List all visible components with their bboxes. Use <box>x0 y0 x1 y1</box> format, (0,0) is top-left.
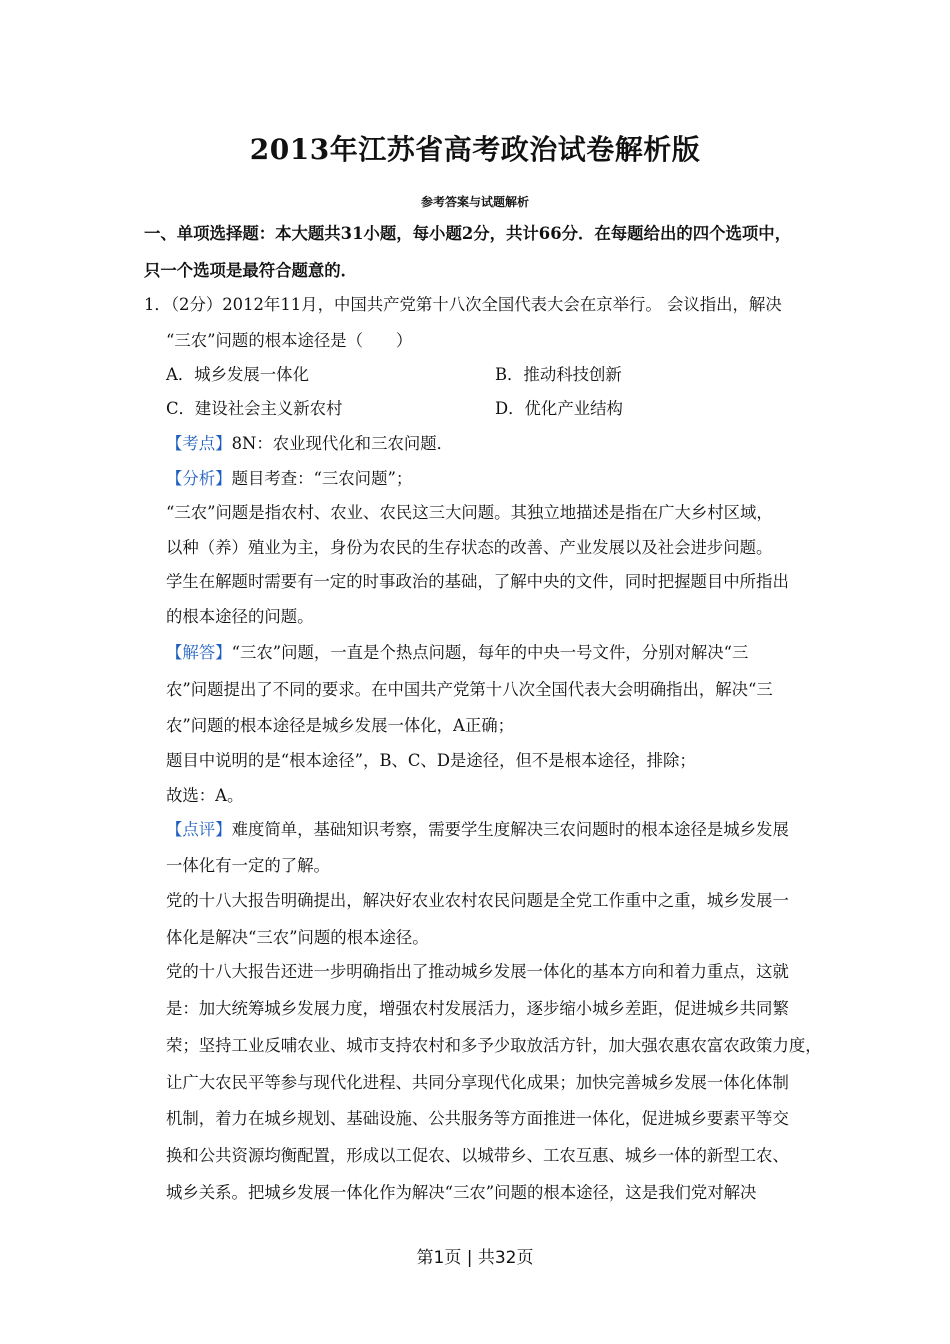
jieda-tag: 【解答】 <box>166 643 232 662</box>
jieda-paragraph-line: 农”问题提出了不同的要求。在中国共产党第十八次全国代表大会明确指出，解决“三 <box>166 680 773 699</box>
dianping-paragraph-line: 让广大农民平等参与现代化进程、共同分享现代化成果；加快完善城乡发展一体化体制 <box>166 1073 789 1092</box>
question-stem: 1．（2分）2012年11月，中国共产党第十八次全国代表大会在京举行。 会议指出，解决 <box>144 295 782 314</box>
page-footer: 第1页 | 共32页 <box>416 1248 534 1268</box>
kaodian-tag: 【考点】 <box>166 434 232 453</box>
fenxi-paragraph-line: 的根本途径的问题。 <box>166 607 314 626</box>
section-heading: 一、单项选择题：本大题共31小题，每小题2分，共计66分．在每题给出的四个选项中， <box>144 224 792 243</box>
jieda-paragraph-line: 农”问题的根本途径是城乡发展一体化，A正确； <box>166 716 515 735</box>
page-subtitle: 参考答案与试题解析 <box>420 195 529 209</box>
option-b: B．推动科技创新 <box>495 365 622 384</box>
fenxi-tag: 【分析】 <box>166 469 232 488</box>
dianping-paragraph-line: 一体化有一定的了解。 <box>166 856 330 875</box>
section-heading-cont: 只一个选项是最符合题意的． <box>144 261 358 280</box>
fenxi-paragraph-line: 以种（养）殖业为主，身份为农民的生存状态的改善、产业发展以及社会进步问题。 <box>166 538 773 557</box>
dianping-text: 难度简单，基础知识考察，需要学生度解决三农问题时的根本途径是城乡发展 <box>231 820 789 839</box>
fenxi-paragraph-line: 学生在解题时需要有一定的时事政治的基础，了解中央的文件，同时把握题目中所指出 <box>166 572 789 591</box>
dianping-paragraph-line: 机制，着力在城乡规划、基础设施、公共服务等方面推进一体化，促进城乡要素平等交 <box>166 1109 789 1128</box>
option-c: C．建设社会主义新农村 <box>166 399 343 418</box>
dianping-line <box>166 820 789 840</box>
jieda-text: “三农”问题，一直是个热点问题，每年的中央一号文件，分别对解决“三 <box>231 643 749 662</box>
fenxi-line <box>166 469 412 489</box>
dianping-paragraph-line: 是：加大统筹城乡发展力度，增强农村发展活力，逐步缩小城乡差距，促进城乡共同繁 <box>166 999 789 1018</box>
fenxi-text: 题目考查：“三农问题”； <box>231 469 413 488</box>
dianping-paragraph-line: 城乡关系。把城乡发展一体化作为解决“三农”问题的根本途径，这是我们党对解决 <box>166 1183 757 1202</box>
jieda-paragraph-line: 题目中说明的是“根本途径”，B、C、D是途径，但不是根本途径，排除； <box>166 751 696 770</box>
option-a: A．城乡发展一体化 <box>166 365 309 384</box>
dianping-paragraph-line: 荣；坚持工业反哺农业、城市支持农村和多予少取放活方针，加大强农惠农富农政策力度， <box>166 1036 822 1055</box>
dianping-paragraph-line: 党的十八大报告还进一步明确指出了推动城乡发展一体化的基本方向和着力重点，这就 <box>166 962 789 981</box>
page-title: 2013年江苏省高考政治试卷解析版 <box>249 133 701 166</box>
kaodian-line <box>166 434 453 454</box>
kaodian-text: 8N：农业现代化和三农问题． <box>231 434 454 453</box>
dianping-tag: 【点评】 <box>166 820 232 839</box>
option-d: D．优化产业结构 <box>495 399 623 418</box>
fenxi-paragraph-line: “三农”问题是指农村、农业、农民这三大问题。其独立地描述是指在广大乡村区域， <box>166 503 773 522</box>
question-stem-cont: “三农”问题的根本途径是（ ） <box>166 331 413 350</box>
dianping-paragraph-line: 换和公共资源均衡配置，形成以工促农、以城带乡、工农互惠、城乡一体的新型工农、 <box>166 1146 789 1165</box>
jieda-line <box>166 643 748 663</box>
jieda-paragraph-line: 故选：A。 <box>166 786 244 805</box>
dianping-paragraph-line: 体化是解决“三农”问题的根本途径。 <box>166 928 429 947</box>
dianping-paragraph-line: 党的十八大报告明确提出，解决好农业农村农民问题是全党工作重中之重，城乡发展一 <box>166 891 789 910</box>
